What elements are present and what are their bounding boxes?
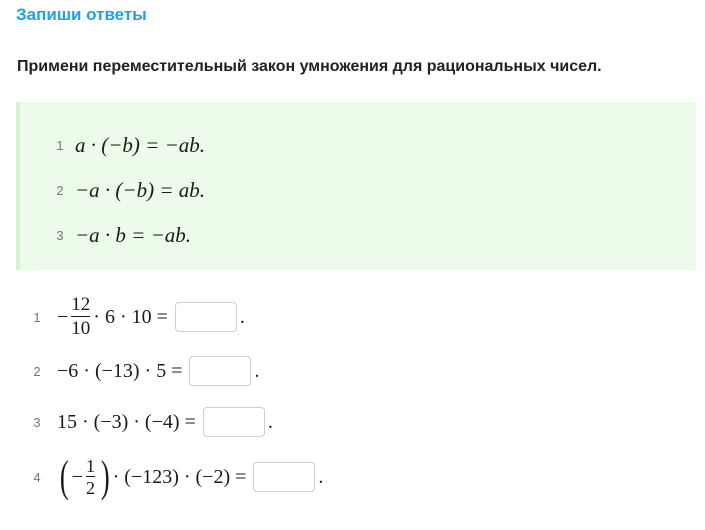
task-expression (57, 452, 324, 501)
answer-input-3[interactable] (203, 407, 265, 437)
rule-number: 1 (56, 137, 64, 153)
fraction-denominator: 2 (85, 478, 95, 498)
fraction-numerator: 1 (85, 456, 95, 476)
close-paren: ) (100, 452, 110, 501)
task-instruction: Примени переместительный закон умножения для рациональных чисел. (17, 58, 602, 75)
fraction-denominator: 10 (71, 318, 91, 339)
expression-text: 15 · (−3) · (−4) = (57, 410, 196, 433)
answer-input-4[interactable] (253, 462, 315, 492)
task-number: 2 (33, 363, 41, 379)
fraction (71, 294, 90, 340)
fraction-numerator: 12 (71, 294, 91, 315)
rule-item (20, 130, 205, 160)
rules-box (16, 102, 696, 270)
task-number: 3 (33, 414, 41, 430)
open-paren: ( (59, 452, 69, 501)
rule-item (20, 175, 205, 205)
rule-formula: −a · (−b) = ab. (75, 177, 205, 202)
task-row-2 (0, 356, 259, 386)
rule-number: 2 (56, 182, 64, 198)
fraction (86, 456, 95, 498)
task-number: 4 (33, 469, 41, 485)
section-title: Запиши ответы (16, 5, 147, 24)
task-row-3 (0, 407, 273, 437)
rule-formula: a · (−b) = −ab. (75, 132, 205, 157)
answer-input-2[interactable] (189, 356, 251, 386)
period: . (254, 359, 260, 382)
task-expression (57, 407, 273, 437)
rule-number: 3 (56, 227, 64, 243)
task-number: 1 (33, 309, 41, 325)
expression-text: −6 · (−13) · 5 = (57, 359, 183, 382)
task-row-1 (0, 294, 245, 340)
period: . (239, 305, 245, 328)
task-expression (57, 294, 245, 340)
answer-input-1[interactable] (175, 302, 237, 332)
rule-item (20, 220, 191, 250)
minus-sign: − (71, 465, 83, 488)
task-expression (57, 356, 259, 386)
period: . (318, 465, 324, 488)
expression-rest: · 6 · 10 = (93, 305, 168, 328)
period: . (267, 410, 273, 433)
task-row-4 (0, 452, 324, 501)
expression-rest: · (−123) · (−2) = (112, 465, 247, 488)
minus-sign: − (57, 305, 69, 328)
rule-formula: −a · b = −ab. (75, 222, 192, 247)
